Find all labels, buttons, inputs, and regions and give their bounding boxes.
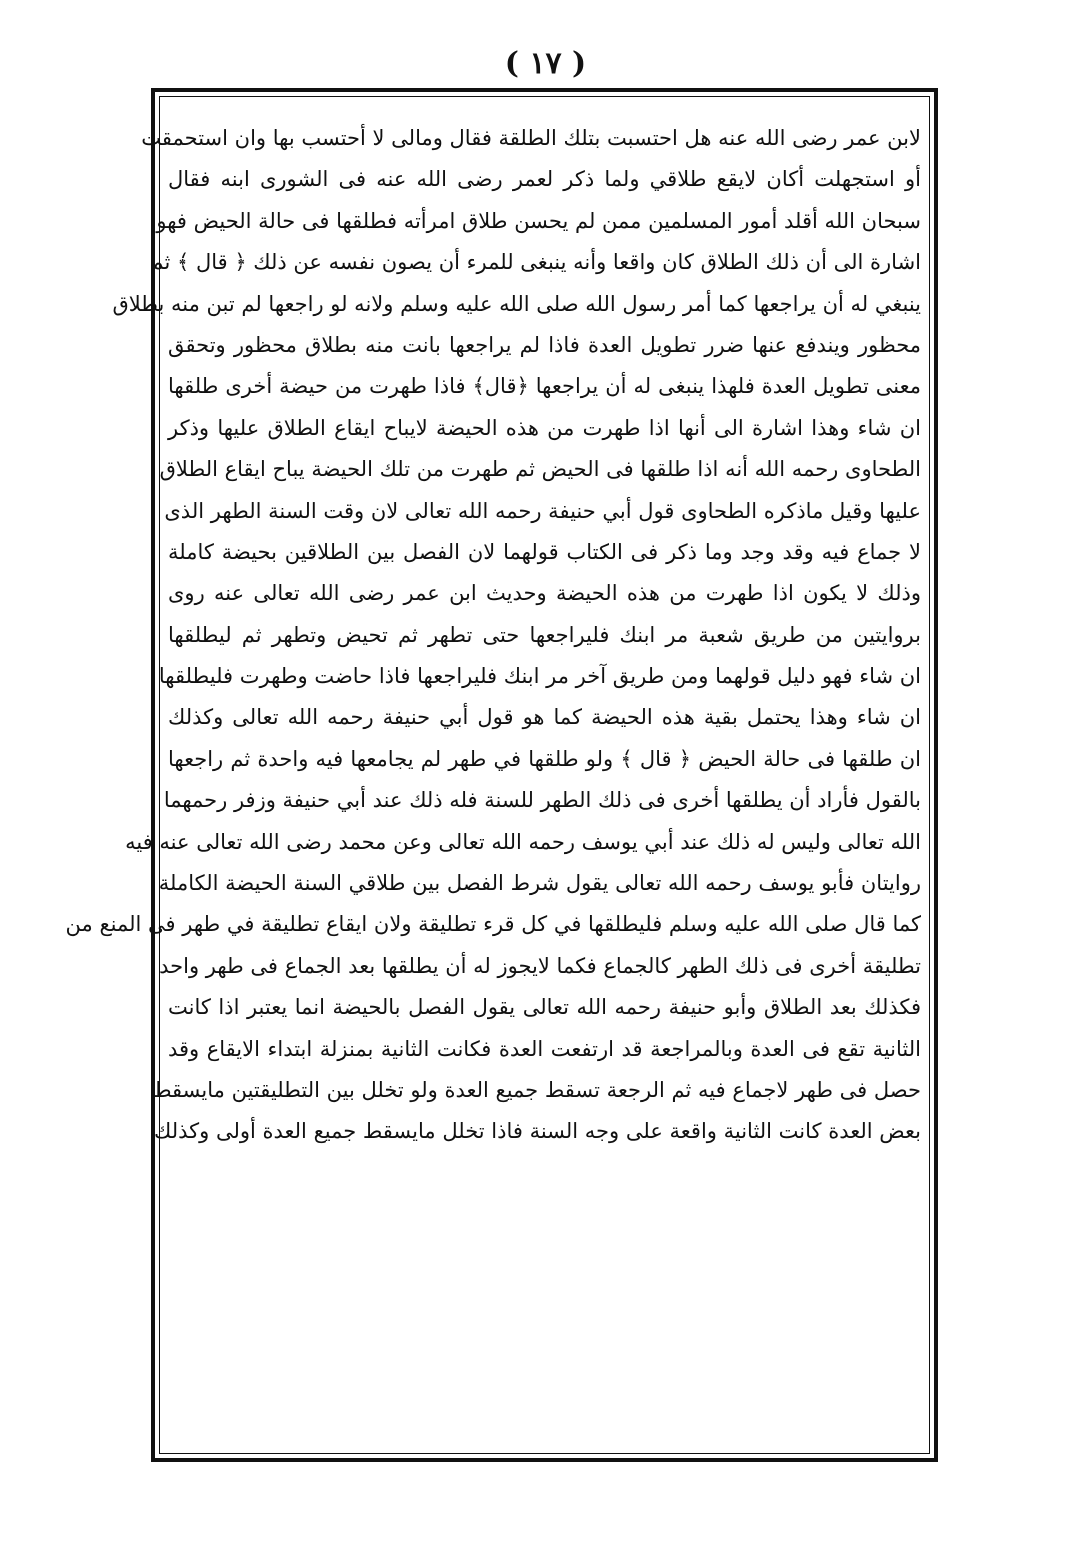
text-line: تطليقة أخرى فى ذلك الطهر كالجماع فكما لايجوز له أن يطلقها بعد الجماع فى طهر واحد bbox=[159, 953, 921, 978]
text-line: عليها وقيل ماذكره الطحاوى قول أبي حنيفة رحمه الله تعالى لان وقت السنة الطهر الذى bbox=[164, 498, 921, 523]
text-line: اشارة الى أن ذلك الطلاق كان واقعا وأنه ينبغى للمرء أن يصون نفسه عن ذلك ﴿ قال ﴾ ثم bbox=[150, 250, 921, 275]
text-line: وذلك لا يكون اذا طهرت من هذه الحيضة وحديث ابن عمر رضى الله تعالى عنه روى bbox=[168, 581, 921, 606]
text-line: فكذلك بعد الطلاق وأبو حنيفة رحمه الله تعالى يقول الفصل بالحيضة انما يعتبر اذا كانت bbox=[168, 995, 921, 1020]
text-line: محظور ويندفع عنها ضرر تطويل العدة فاذا لم يراجعها بانت منه بطلاق محظور وتحقق bbox=[168, 332, 921, 357]
text-line: روايتان فأبو يوسف رحمه الله تعالى يقول شرط الفصل بين طلاقي السنة الحيضة الكاملة bbox=[158, 871, 921, 896]
text-line: الله تعالى وليس له ذلك عند أبي يوسف رحمه الله تعالى وعن محمد رضى الله تعالى عنه فيه bbox=[125, 829, 921, 854]
text-line: لا جماع فيه وقد وجد وما ذكر فى الكتاب قولهما لان الفصل بين الطلاقين بحيضة كاملة bbox=[168, 539, 921, 564]
text-line: ان طلقها فى حالة الحيض ﴿ قال ﴾ ولو طلقها في طهر لم يجامعها فيه واحدة ثم راجعها bbox=[168, 746, 921, 771]
text-line: ان شاء وهذا يحتمل بقية هذه الحيضة كما هو قول أبي حنيفة رحمه الله تعالى وكذلك bbox=[168, 705, 921, 730]
text-line: ان شاء فهو دليل قولهما ومن طريق آخر مر ابنك فليراجعها فاذا حاضت وطهرت فليطلقها bbox=[158, 664, 921, 689]
page-number: ( ١٧ ) bbox=[504, 46, 587, 81]
text-line: بعض العدة كانت الثانية واقعة على وجه السنة فاذا تخلل مايسقط جميع العدة أولى وكذلك bbox=[154, 1119, 921, 1144]
text-line: لابن عمر رضى الله عنه هل احتسبت بتلك الطلقة فقال ومالى لا أحتسب بها وان استحمقت bbox=[141, 126, 921, 150]
text-line: سبحان الله أقلد أمور المسلمين ممن لم يحسن طلاق امرأته فطلقها فى حالة الحيض فهو bbox=[156, 208, 921, 233]
text-line: معنى تطويل العدة فلهذا ينبغى له أن يراجعها ﴿قال﴾ فاذا طهرت من حيضة أخرى طلقها bbox=[168, 374, 921, 399]
main-text-block bbox=[65, 118, 921, 1444]
text-line: أو استجهلت أكان لايقع طلاقي ولما ذكر لعمر رضى الله عنه فى الشورى ابنه فقال bbox=[168, 167, 921, 192]
text-line: الثانية تقع فى العدة وبالمراجعة قد ارتفعت العدة فكانت الثانية بمنزلة ابتداء الايقاع وقد bbox=[168, 1036, 921, 1061]
text-line: كما قال صلى الله عليه وسلم فليطلقها في كل قرء تطليقة ولان ايقاع تطليقة في طهر فى المنع من bbox=[65, 912, 921, 937]
text-line: ينبغي له أن يراجعها كما أمر رسول الله صلى الله عليه وسلم ولانه لو راجعها لم تبن منه بطلاق bbox=[112, 291, 921, 316]
text-line: بروايتين من طريق شعبة مر ابنك فليراجعها حتى تطهر ثم تحيض وتطهر ثم ليطلقها bbox=[168, 622, 921, 647]
text-line: حصل فى طهر لاجماع فيه ثم الرجعة تسقط جميع العدة ولو تخلل بين التطليقتين مايسقط bbox=[152, 1077, 921, 1102]
text-line: بالقول فأراد أن يطلقها أخرى فى ذلك الطهر للسنة فله ذلك عند أبي حنيفة وزفر رحمهما bbox=[163, 788, 921, 813]
text-line: ان شاء وهذا اشارة الى أنها اذا طهرت من هذه الحيضة لايباح ايقاع الطلاق عليها وذكر bbox=[168, 415, 921, 440]
text-line: الطحاوى رحمه الله أنه اذا طلقها فى الحيض ثم طهرت من تلك الحيضة يباح ايقاع الطلاق bbox=[159, 457, 921, 482]
